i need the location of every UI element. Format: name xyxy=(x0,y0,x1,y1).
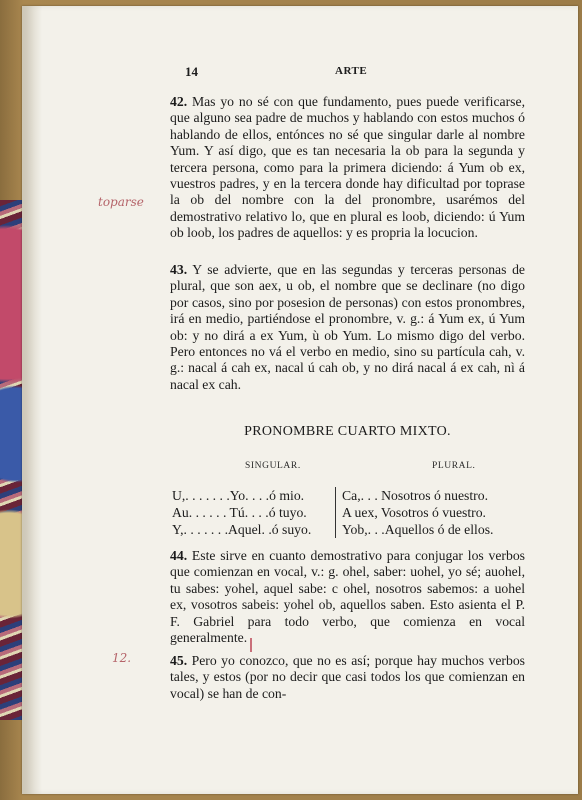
column-header-plural: PLURAL. xyxy=(432,461,476,471)
paragraph-45 xyxy=(170,653,525,702)
paragraph-text: Y se advierte, que en las segundas y terceras personas de plural, que son aex, u ob, el nombre que se declinare (no digo por casos, sino por posesion de personas) con estos pronombres, irá en medio, partiéndose el pronombre, v. g.: á Yum ex, ú Yum ob: y no dirá a ex Yum, ù ob Yum. Lo mismo digo del verbo. Pero entonces no vá el verbo en medio, sino su partícula cah, v. g.: nacal á cah ex, nacal ú cah ob, y no dirá nacal á ex cah, nì á nacal ex cah. xyxy=(170,262,525,392)
paradigm-row xyxy=(172,521,526,538)
pencil-mark xyxy=(250,638,252,652)
page-gutter-shadow xyxy=(22,6,42,794)
paragraph-43 xyxy=(170,262,525,393)
plural-form: Ca,. . . Nosotros ó nuestro. xyxy=(335,487,526,504)
paragraph-text: Pero yo conozco, que no es así; porque hay muchos verbos tales, y estos (por no decir que casi todos los que comienzan en vocal) se han de con- xyxy=(170,653,525,701)
paragraph-42 xyxy=(170,94,525,242)
pronoun-paradigm-table xyxy=(172,487,526,538)
paragraph-number: 45. xyxy=(170,653,188,668)
column-header-singular: SINGULAR. xyxy=(245,461,301,471)
paragraph-text: Este sirve en cuanto demostrativo para conjugar los verbos que comienzan en vocal, v.: g. ohel, saber: uohel, yo sé; auohel, tu sabes: yohel, aquel sabe: c ohel, nosotros sabemos: a uohel ex, vosotros sabeis: yohel ob, aquellos saben. Esto asienta el P. F. Gabriel para todo verbo, que comienza en vocal generalmente. xyxy=(170,548,526,646)
singular-form: U,. . . . . . .Yo. . . .ó mio. xyxy=(172,488,305,503)
margin-annotation: toparse xyxy=(98,195,144,209)
running-title: ARTE xyxy=(335,65,368,77)
margin-annotation: 12. xyxy=(112,651,132,665)
paragraph-44 xyxy=(170,548,525,646)
paragraph-number: 43. xyxy=(170,262,188,277)
plural-form: Yob,. . .Aquellos ó de ellos. xyxy=(335,521,526,538)
paradigm-row xyxy=(172,487,526,504)
page-number: 14 xyxy=(185,64,198,79)
paragraph-text: Mas yo no sé con que fundamento, pues puede verificarse, que alguno sea padre de muchos y hablando con estos muchos ó hablando de ellos, entónces no sé que singular darle al nombre Yum. Y así digo, que es tan necesaria la ob para la segunda y tercera persona, como para la primera diciendo: á Yum ob ex, vuestros padres, y en la tercera donde hay dificultad por toprase la ob del nombre con la del pronombre, usarémos del demostrativo relativo lo, que en plural es loob, diciendo: ú Yum ob loob, los padres de aquellos: y es propria la locucion. xyxy=(170,94,525,241)
marbled-endpaper xyxy=(0,200,22,720)
plural-form: A uex, Vosotros ó vuestro. xyxy=(335,504,526,521)
singular-form: Y,. . . . . . .Aquel. .ó suyo. xyxy=(172,522,312,537)
paragraph-number: 42. xyxy=(170,94,188,109)
singular-form: Au. . . . . . Tú. . . .ó tuyo. xyxy=(172,505,307,520)
section-heading: PRONOMBRE CUARTO MIXTO. xyxy=(244,424,451,439)
paradigm-row xyxy=(172,504,526,521)
paragraph-number: 44. xyxy=(170,548,188,563)
page-header xyxy=(185,64,525,84)
